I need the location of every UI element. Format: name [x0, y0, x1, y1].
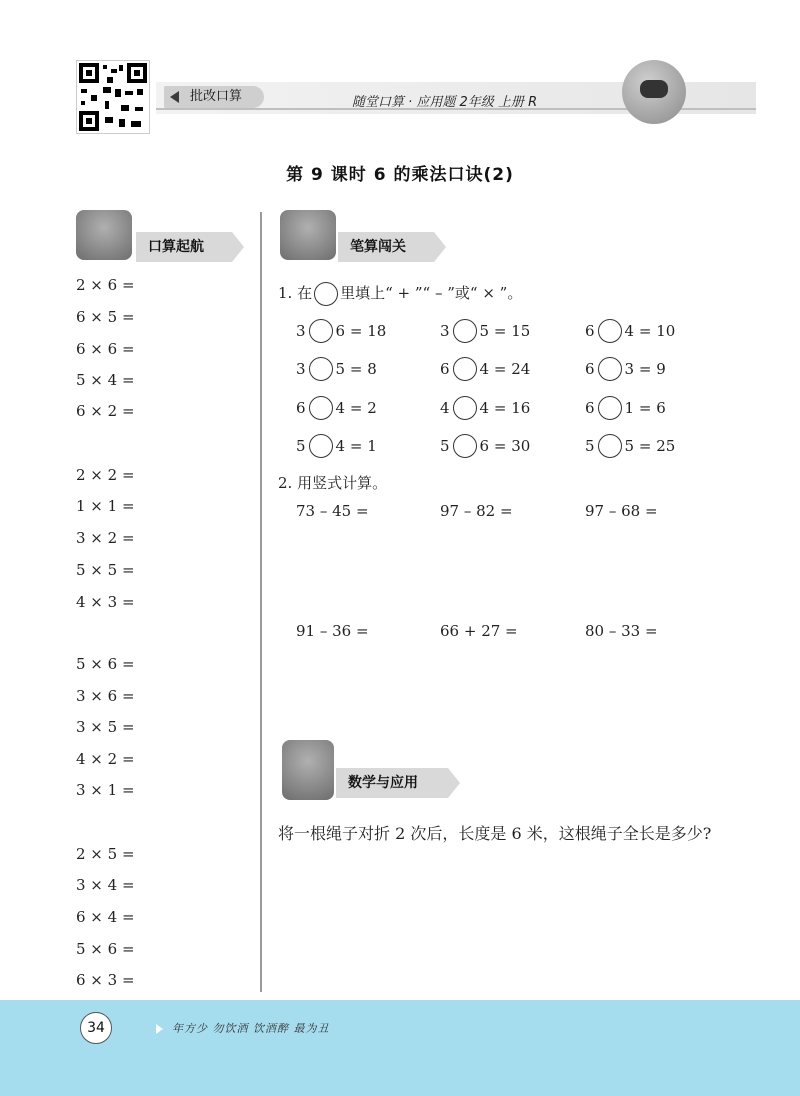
- vertical-item: 97 – 82 =: [440, 502, 513, 520]
- oral-item: 2 × 5 =: [76, 845, 135, 863]
- fill-item: 6 3 = 9: [585, 356, 666, 382]
- oral-item: 5 × 6 =: [76, 940, 135, 958]
- answer-circle[interactable]: [309, 396, 333, 420]
- fill-item: 6 4 = 2: [296, 395, 377, 421]
- fill-item: 3 5 = 15: [440, 318, 530, 344]
- oral-item: 6 × 4 =: [76, 908, 135, 926]
- oral-item: 3 × 5 =: [76, 718, 135, 736]
- answer-circle[interactable]: [453, 319, 477, 343]
- vertical-item: 66 + 27 =: [440, 622, 518, 640]
- application-section-tab: [282, 768, 462, 798]
- page-number: 34: [80, 1012, 112, 1044]
- question-2: 2. 用竖式计算。: [278, 474, 388, 492]
- vertical-item: 73 – 45 =: [296, 502, 369, 520]
- oral-item: 3 × 4 =: [76, 876, 135, 894]
- answer-circle[interactable]: [598, 357, 622, 381]
- teacher-figure-icon: [282, 740, 334, 800]
- answer-circle[interactable]: [598, 434, 622, 458]
- answer-circle[interactable]: [309, 357, 333, 381]
- girl-figure-icon: [76, 210, 132, 260]
- oral-item: 6 × 6 =: [76, 340, 135, 358]
- footer-motto: 年方少 勿饮酒 饮酒醉 最为丑: [172, 1022, 330, 1035]
- series-title: 随堂口算 · 应用题 2年级 上册 R: [352, 95, 538, 110]
- answer-circle[interactable]: [453, 434, 477, 458]
- sample-circle: [314, 282, 338, 306]
- oral-item: 4 × 2 =: [76, 750, 135, 768]
- application-section-title: 数学与应用: [336, 768, 448, 798]
- word-problem: 将一根绳子对折 2 次后，长度是 6 米，这根绳子全长是多少?: [278, 824, 712, 843]
- oral-section-title: 口算起航: [136, 232, 232, 262]
- written-section-tab: [280, 232, 450, 262]
- oral-item: 1 × 1 =: [76, 497, 135, 515]
- fill-item: 5 6 = 30: [440, 433, 530, 459]
- vertical-item: 97 – 68 =: [585, 502, 658, 520]
- oral-item: 3 × 1 =: [76, 781, 135, 799]
- question-1: [278, 282, 522, 306]
- lesson-title: 第 9 课时 6 的乘法口诀(2): [286, 165, 514, 185]
- answer-circle[interactable]: [598, 319, 622, 343]
- oral-item: 6 × 2 =: [76, 402, 135, 420]
- oral-item: 4 × 3 =: [76, 593, 135, 611]
- qr-code[interactable]: [76, 60, 150, 134]
- question-1-prefix: 1. 在: [278, 284, 313, 302]
- oral-item: 3 × 6 =: [76, 687, 135, 705]
- oral-item: 2 × 2 =: [76, 466, 135, 484]
- question-1-suffix: 里填上“ + ”“ – ”或“ × ”。: [340, 284, 523, 302]
- fill-item: 3 5 = 8: [296, 356, 377, 382]
- oral-section-tab: [76, 232, 246, 262]
- answer-circle[interactable]: [598, 396, 622, 420]
- answer-circle[interactable]: [453, 357, 477, 381]
- oral-item: 5 × 5 =: [76, 561, 135, 579]
- footer-band: [0, 1000, 800, 1096]
- book-figure-icon: [280, 210, 336, 260]
- oral-item: 2 × 6 =: [76, 276, 135, 294]
- fill-item: 5 5 = 25: [585, 433, 675, 459]
- oral-item: 5 × 6 =: [76, 655, 135, 673]
- vertical-item: 80 – 33 =: [585, 622, 658, 640]
- fill-item: 4 4 = 16: [440, 395, 530, 421]
- written-section-title: 笔算闯关: [338, 232, 434, 262]
- oral-item: 5 × 4 =: [76, 371, 135, 389]
- answer-circle[interactable]: [453, 396, 477, 420]
- oral-item: 3 × 2 =: [76, 529, 135, 547]
- fill-item: 5 4 = 1: [296, 433, 377, 459]
- oral-item: 6 × 3 =: [76, 971, 135, 989]
- column-divider: [260, 212, 262, 992]
- fill-item: 6 1 = 6: [585, 395, 666, 421]
- header-bar: [156, 60, 756, 130]
- oral-item: 6 × 5 =: [76, 308, 135, 326]
- fill-item: 6 4 = 24: [440, 356, 530, 382]
- vertical-item: 91 – 36 =: [296, 622, 369, 640]
- answer-circle[interactable]: [309, 434, 333, 458]
- fill-item: 3 6 = 18: [296, 318, 386, 344]
- robot-mascot-icon: [622, 60, 686, 124]
- play-arrow-icon: [156, 1024, 163, 1034]
- correction-tag[interactable]: 批改口算: [164, 86, 264, 108]
- answer-circle[interactable]: [309, 319, 333, 343]
- fill-item: 6 4 = 10: [585, 318, 675, 344]
